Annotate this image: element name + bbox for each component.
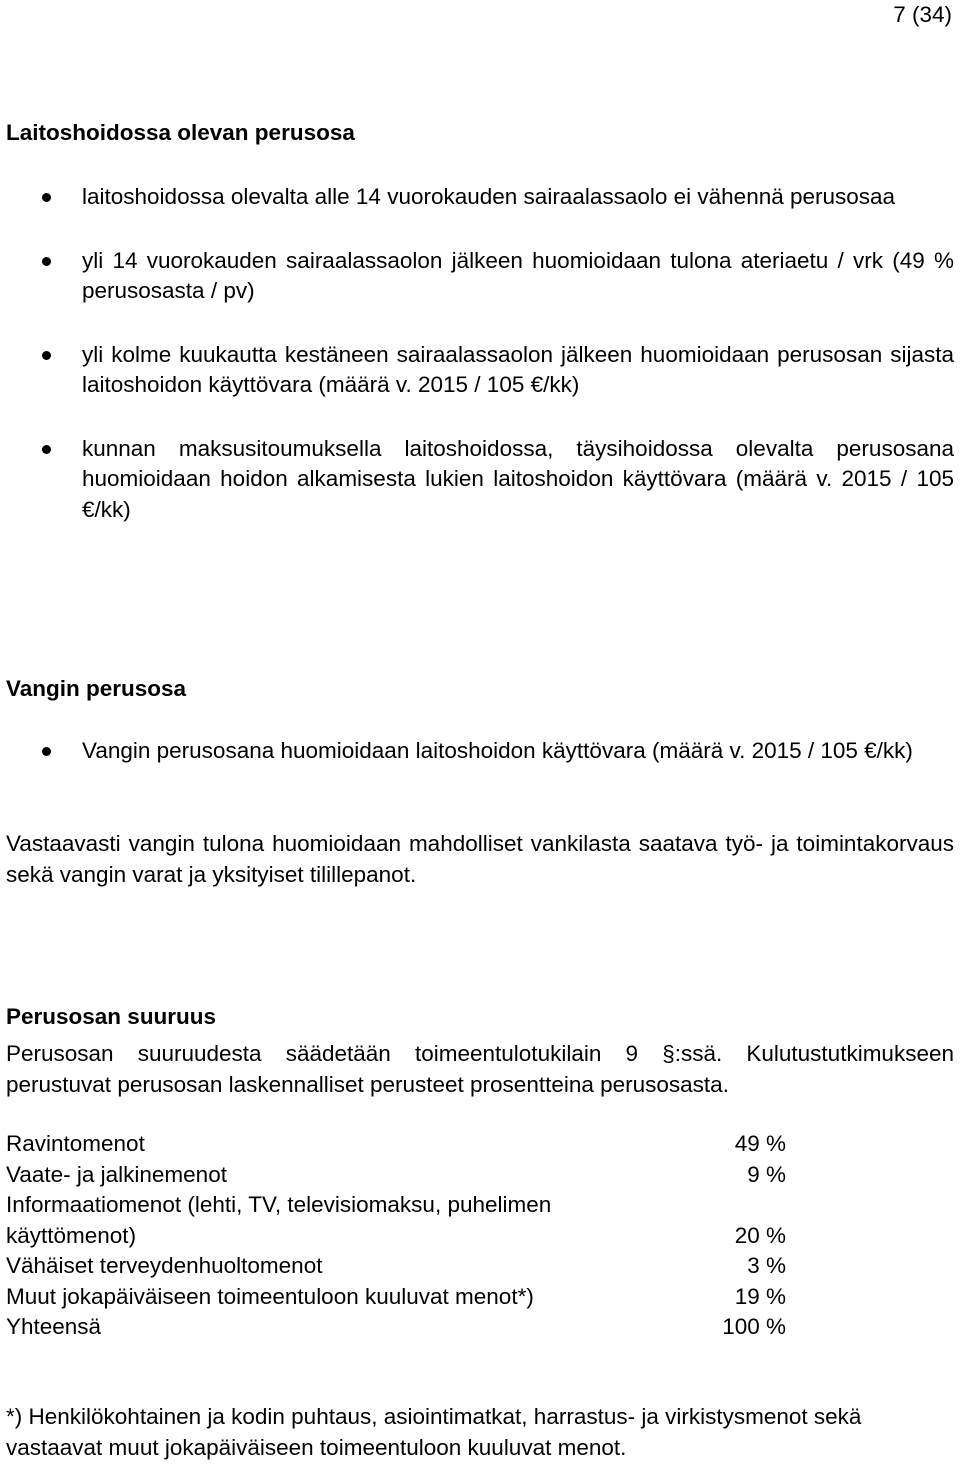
vangin-tulot-paragraph: Vastaavasti vangin tulona huomioidaan mahdolliset vankilasta saatava työ- ja toimintakorvaus sekä vangin varat ja yksityiset tilillepanot. [6, 831, 954, 887]
bullet-icon [42, 193, 51, 202]
bullet-text: kunnan maksusitoumuksella laitoshoidossa, täysihoidossa olevalta perusosana huomioidaan hoidon alkamisesta lukien laitoshoidon käyttövara (määrä v. 2015 / 105 €/kk) [82, 435, 954, 522]
perusosan-suuruus-paragraph: Perusosan suuruudesta säädetään toimeentulotukilain 9 §:ssä. Kulutustutkimukseen perustuvat perusosan laskennalliset perusteet prosentteina perusosasta. [6, 1041, 954, 1097]
list-item [0, 736, 960, 767]
row-label: Muut jokapäiväiseen toimeentuloon kuuluvat menot*) [6, 1283, 534, 1309]
section-heading-perusosan-suuruus: Perusosan suuruus [6, 1004, 217, 1029]
page-number: 7 (34) [893, 2, 952, 27]
row-value: 9 % [747, 1161, 786, 1187]
row-label: Vähäiset terveydenhuoltomenot [6, 1253, 323, 1278]
row-value: 19 % [734, 1283, 786, 1309]
section-heading-laitoshoito: Laitoshoidossa olevan perusosa [6, 120, 355, 145]
list-item [0, 182, 960, 213]
bullet-icon [42, 445, 51, 454]
bullet-text: Vangin perusosana huomioidaan laitoshoidon käyttövara (määrä v. 2015 / 105 €/kk) [82, 738, 913, 763]
row-value: 100 % [722, 1314, 786, 1339]
table-row [6, 1160, 796, 1191]
table-row [6, 1190, 796, 1251]
row-label: Vaate- ja jalkinemenot [6, 1161, 227, 1187]
list-item [0, 434, 960, 526]
row-label: Yhteensä [6, 1314, 102, 1339]
row-value: 3 % [747, 1253, 786, 1278]
row-value: 49 % [734, 1131, 786, 1156]
row-value: 20 % [734, 1222, 786, 1248]
list-item [0, 340, 960, 401]
vangin-bullet-list [0, 736, 960, 767]
perusosa-breakdown-table [6, 1129, 796, 1343]
bullet-text: yli 14 vuorokauden sairaalassaolon jälkeen huomioidaan tulona ateriaetu / vrk (49 % perusosasta / pv) [82, 247, 954, 303]
table-row [6, 1129, 796, 1160]
bullet-text: laitoshoidossa olevalta alle 14 vuorokauden sairaalassaolo ei vähennä perusosaa [82, 184, 896, 209]
table-row [6, 1312, 796, 1343]
bullet-icon [42, 747, 51, 756]
bullet-text: yli kolme kuukautta kestäneen sairaalassaolon jälkeen huomioidaan perusosan sijasta laitoshoidon käyttövara (määrä v. 2015 / 105 €/kk) [82, 341, 954, 397]
table-row [6, 1282, 796, 1313]
bullet-icon [42, 257, 51, 266]
laitoshoito-bullet-list [0, 182, 960, 525]
bullet-icon [42, 351, 51, 360]
section-heading-vangin-perusosa: Vangin perusosa [6, 676, 187, 701]
list-item [0, 246, 960, 307]
footnote: *) Henkilökohtainen ja kodin puhtaus, asiointimatkat, harrastus- ja virkistysmenot sekä vastaavat muut jokapäiväiseen toimeentuloon kuuluvat menot. [6, 1404, 862, 1460]
table-row [6, 1251, 796, 1282]
row-label: Ravintomenot [6, 1131, 145, 1156]
row-label: Informaatiomenot (lehti, TV, televisiomaksu, puhelimen käyttömenot) [6, 1192, 552, 1248]
